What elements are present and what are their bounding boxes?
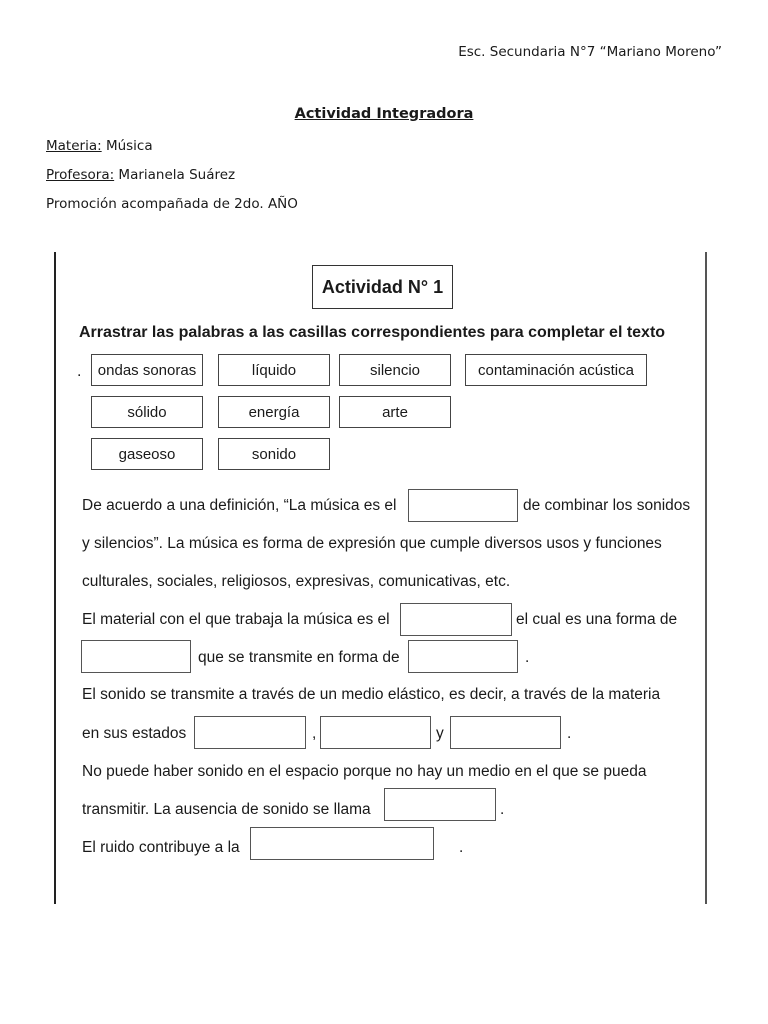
drop-slot-3[interactable] [81, 640, 191, 673]
text-line-5a: que se transmite en forma de [198, 649, 400, 666]
drop-slot-7[interactable] [450, 716, 561, 749]
text-line-6: El sonido se transmite a través de un medio elástico, es decir, a través de la materia [82, 686, 661, 703]
word-chip-gaseoso[interactable]: gaseoso [91, 438, 203, 470]
text-line-5b: . [525, 649, 530, 666]
subject-line [46, 138, 153, 154]
drop-slot-8[interactable] [384, 788, 496, 821]
text-line-8: No puede haber sonido en el espacio porque no hay un medio en el que se pueda [82, 763, 647, 780]
promotion-line: Promoción acompañada de 2do. AÑO [46, 196, 298, 212]
word-chip-sonido[interactable]: sonido [218, 438, 330, 470]
frame-left-border [54, 252, 56, 904]
text-line-2: y silencios”. La música es forma de expresión que cumple diversos usos y funciones [82, 535, 662, 552]
text-line-9b: . [500, 801, 505, 818]
text-line-7b: , [312, 725, 317, 742]
word-chip-contaminacion-acustica[interactable]: contaminación acústica [465, 354, 647, 386]
word-chip-arte[interactable]: arte [339, 396, 451, 428]
drop-slot-9[interactable] [250, 827, 434, 860]
text-line-1b: de combinar los sonidos [523, 497, 691, 514]
drop-slot-6[interactable] [320, 716, 431, 749]
word-chip-solido[interactable]: sólido [91, 396, 203, 428]
text-line-7d: . [567, 725, 572, 742]
subject-label: Materia: [46, 138, 102, 154]
text-line-3: culturales, sociales, religiosos, expresivas, comunicativas, etc. [82, 573, 511, 590]
teacher-line [46, 167, 235, 183]
teacher-value: Marianela Suárez [114, 167, 236, 183]
word-chip-liquido[interactable]: líquido [218, 354, 330, 386]
instruction-text: Arrastrar las palabras a las casillas correspondientes para completar el texto [79, 324, 666, 341]
text-line-9a: transmitir. La ausencia de sonido se llama [82, 801, 371, 818]
drop-slot-5[interactable] [194, 716, 306, 749]
word-chip-ondas-sonoras[interactable]: ondas sonoras [91, 354, 203, 386]
text-line-1a: De acuerdo a una definición, “La música es el [82, 497, 397, 514]
text-line-7a: en sus estados [82, 725, 187, 742]
bullet-dot: . [77, 363, 82, 380]
frame-right-border [705, 252, 707, 904]
text-line-4a: El material con el que trabaja la música es el [82, 611, 390, 628]
drop-slot-2[interactable] [400, 603, 512, 636]
word-chip-energia[interactable]: energía [218, 396, 330, 428]
text-line-10a: El ruido contribuye a la [82, 839, 240, 856]
activity-title: Actividad N° 1 [312, 265, 453, 309]
text-line-4b: el cual es una forma de [516, 611, 678, 628]
text-line-10b: . [459, 839, 464, 856]
text-line-7c: y [436, 725, 444, 742]
teacher-label: Profesora: [46, 167, 115, 183]
word-chip-silencio[interactable]: silencio [339, 354, 451, 386]
school-name: Esc. Secundaria N°7 “Mariano Moreno” [458, 44, 722, 60]
drop-slot-1[interactable] [408, 489, 518, 522]
document-title: Actividad Integradora [294, 106, 474, 122]
subject-value: Música [101, 138, 153, 154]
drop-slot-4[interactable] [408, 640, 518, 673]
